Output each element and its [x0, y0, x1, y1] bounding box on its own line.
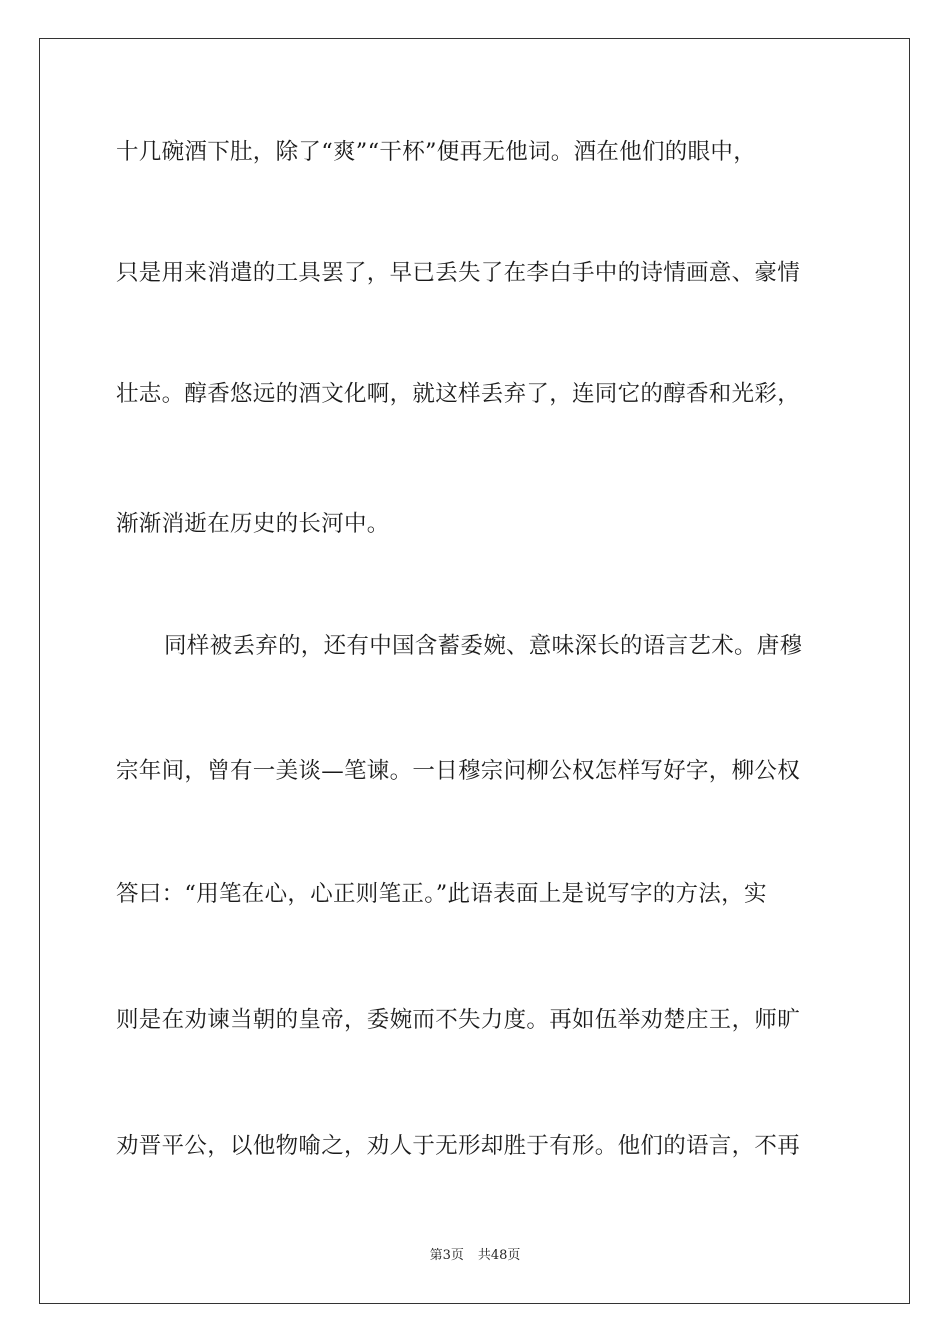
text-line: 宗年间，曾有一美谈—笔谏。一日穆宗问柳公权怎样写好字，柳公权 [116, 758, 801, 784]
text-line-paragraph-start: 同样被丢弃的，还有中国含蓄委婉、意味深长的语言艺术。唐穆 [164, 633, 803, 659]
page-footer [0, 1247, 950, 1265]
text-line: 则是在劝谏当朝的皇帝，委婉而不失力度。再如伍举劝楚庄王，师旷 [116, 1007, 801, 1033]
page-total: 共48页 [477, 1248, 521, 1263]
page-border [39, 38, 910, 1304]
text-line: 渐渐消逝在历史的长河中。 [116, 511, 390, 537]
page-number: 第3页 [429, 1248, 464, 1263]
text-line: 答曰：“用笔在心，心正则笔正。”此语表面上是说写字的方法，实 [116, 881, 767, 907]
text-line: 只是用来消遣的工具罢了，早已丢失了在李白手中的诗情画意、豪情 [116, 260, 801, 286]
text-line: 十几碗酒下肚，除了“爽”“干杯”便再无他词。酒在他们的眼中， [116, 139, 757, 165]
text-line: 壮志。醇香悠远的酒文化啊，就这样丢弃了，连同它的醇香和光彩， [116, 381, 801, 407]
text-line: 劝晋平公，以他物喻之，劝人于无形却胜于有形。他们的语言，不再 [116, 1133, 801, 1159]
